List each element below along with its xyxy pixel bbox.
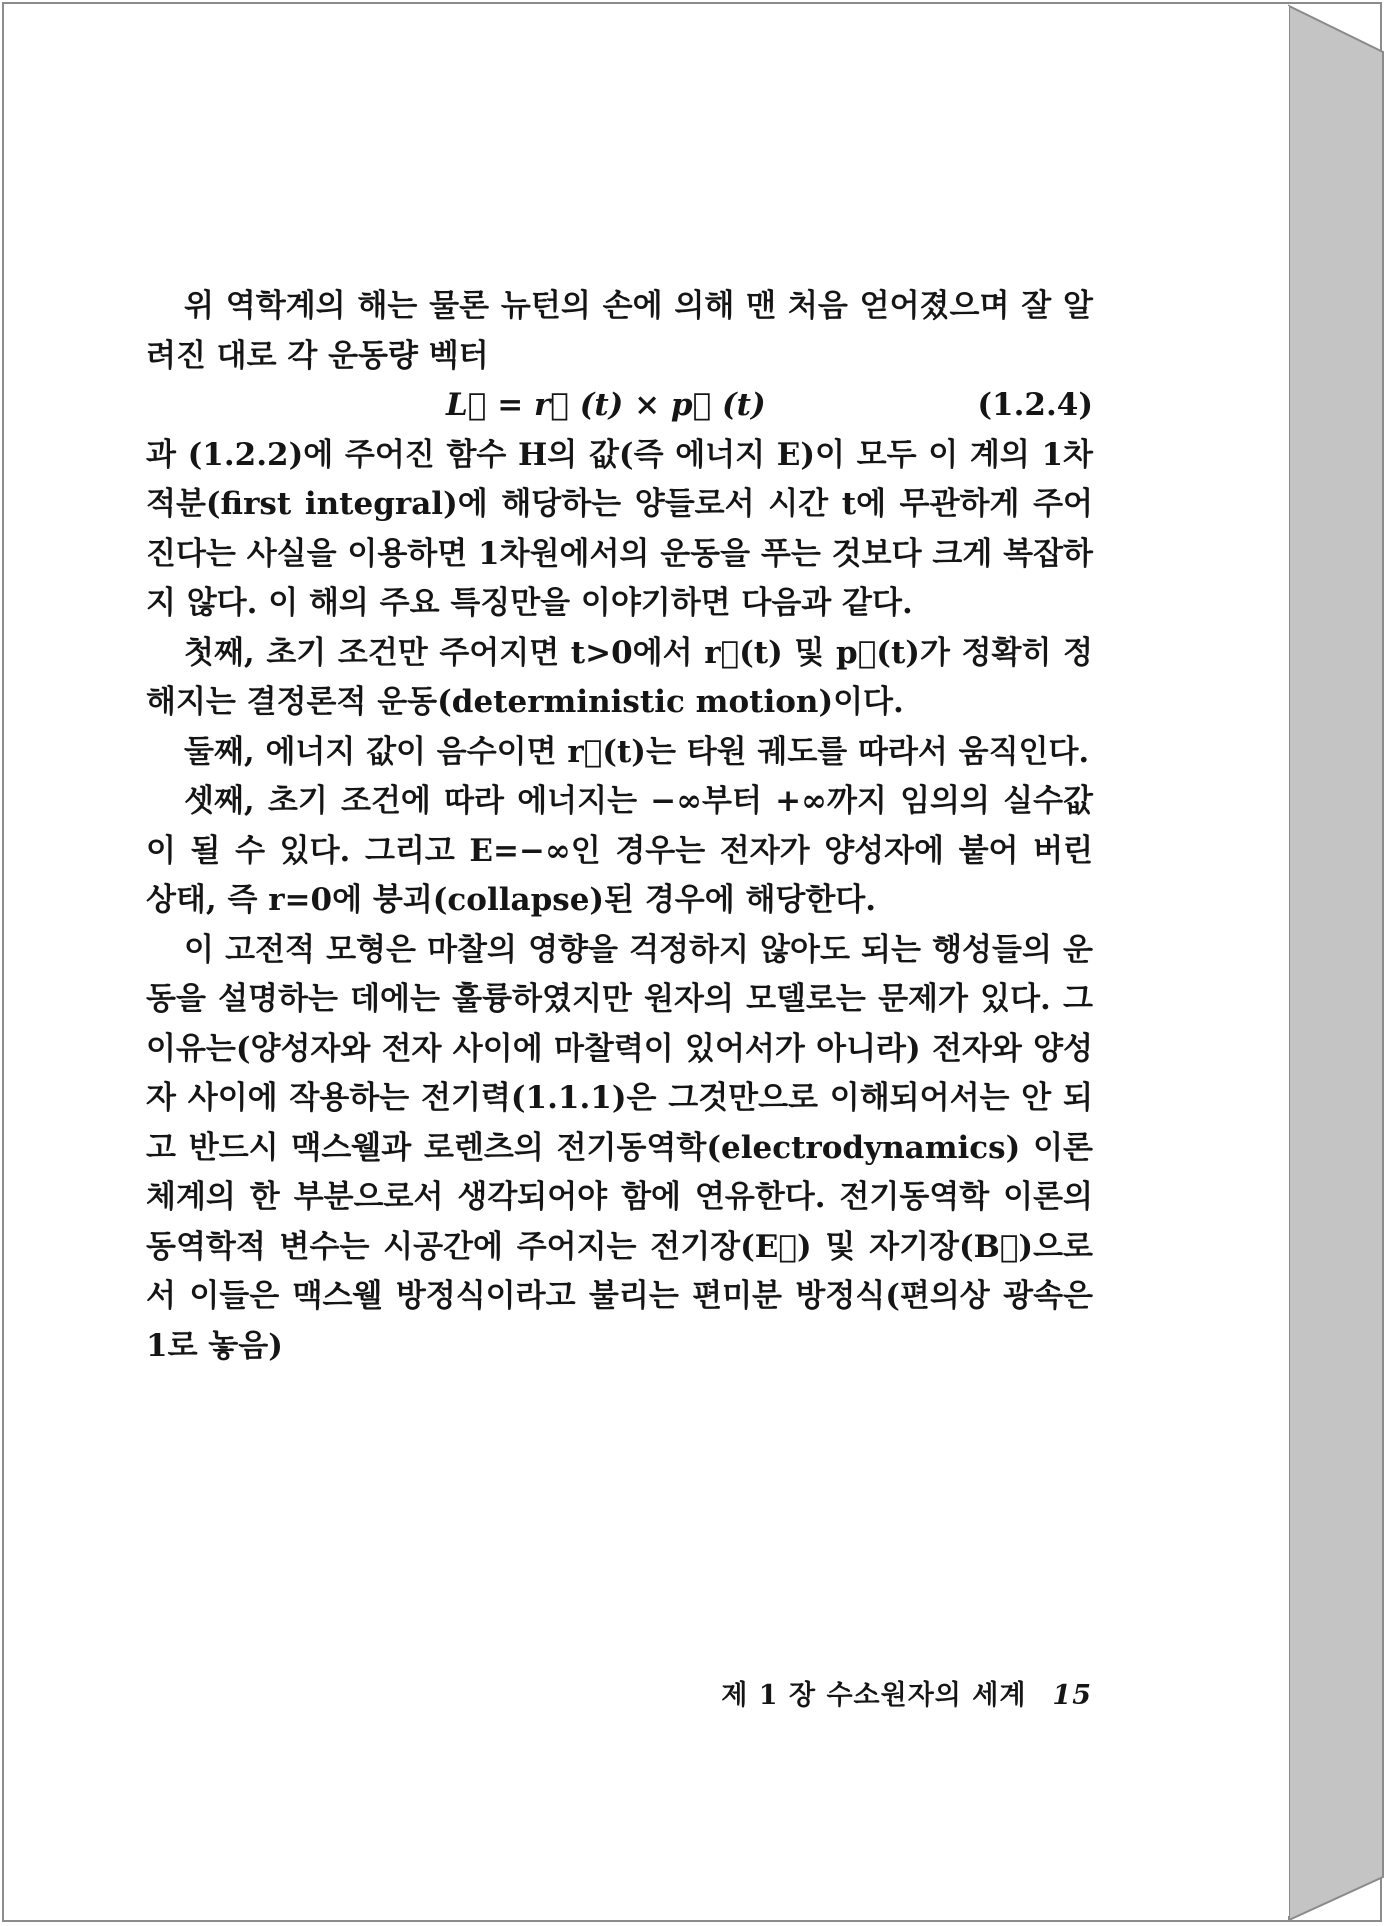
body-text [146,282,1093,1371]
equation-formula: L⃗ = r⃗ (t) × p⃗ (t) [446,387,766,423]
paragraph-4: 둘째, 에너지 값이 음수이면 r⃗(t)는 타원 궤도를 따라서 움직인다. [184,733,1090,770]
page-number: 15 [1052,1680,1092,1711]
page-footer [721,1673,1092,1712]
paragraph-6: 이 고전적 모형은 마찰의 영향을 걱정하지 않아도 되는 행성들의 운동을 설명하는 데에는 훌륭하였지만 원자의 모델로는 문제가 있다. 그 이유는(양성자와 전자 사이에 마찰력이 있어서가 아니라) 전자와 양성자 사이에 작용하는 전기력(1.1.1)은 그것만으로 이해되어서는 안 되고 반드시 맥스웰과 로렌츠의 전기동역학(electrodynamics) 이론 체계의 한 부분으로서 생각되어야 함에 연유한다. 전기동역학 이론의 동역학적 변수는 시공간에 주어지는 전기장(E⃗) 및 자기장(B⃗)으로서 이들은 맥스웰 방정식이라고 불리는 편미분 방정식(편의상 광속은 1로 놓음) [146,931,1093,1364]
equation-number: (1.2.4) [977,387,1093,423]
chapter-title: 제 1 장 수소원자의 세계 [721,1680,1027,1711]
paragraph-3: 첫째, 초기 조건만 주어지면 t>0에서 r⃗(t) 및 p⃗(t)가 정확히 정해지는 결정론적 운동(deterministic motion)이다. [146,634,1093,720]
paragraph-5: 셋째, 초기 조건에 따라 에너지는 −∞부터 +∞까지 임의의 실수값이 될 수 있다. 그리고 E=−∞인 경우는 전자가 양성자에 붙어 버린 상태, 즉 r=0에 붕괴(collapse)된 경우에 해당한다. [146,783,1093,918]
equation-1-2-4 [146,381,1093,431]
paragraph-2: 과 (1.2.2)에 주어진 함수 H의 값(즉 에너지 E)이 모두 이 계의 1차 적분(first integral)에 해당하는 양들로서 시간 t에 무관하게 주어진다는 사실을 이용하면 1차원에서의 운동을 푸는 것보다 크게 복잡하지 않다. 이 해의 주요 특징만을 이야기하면 다음과 같다. [146,436,1093,621]
paragraph-1: 위 역학계의 해는 물론 뉴턴의 손에 의해 맨 처음 얻어졌으며 잘 알려진 대로 각 운동량 벡터 [146,288,1093,374]
